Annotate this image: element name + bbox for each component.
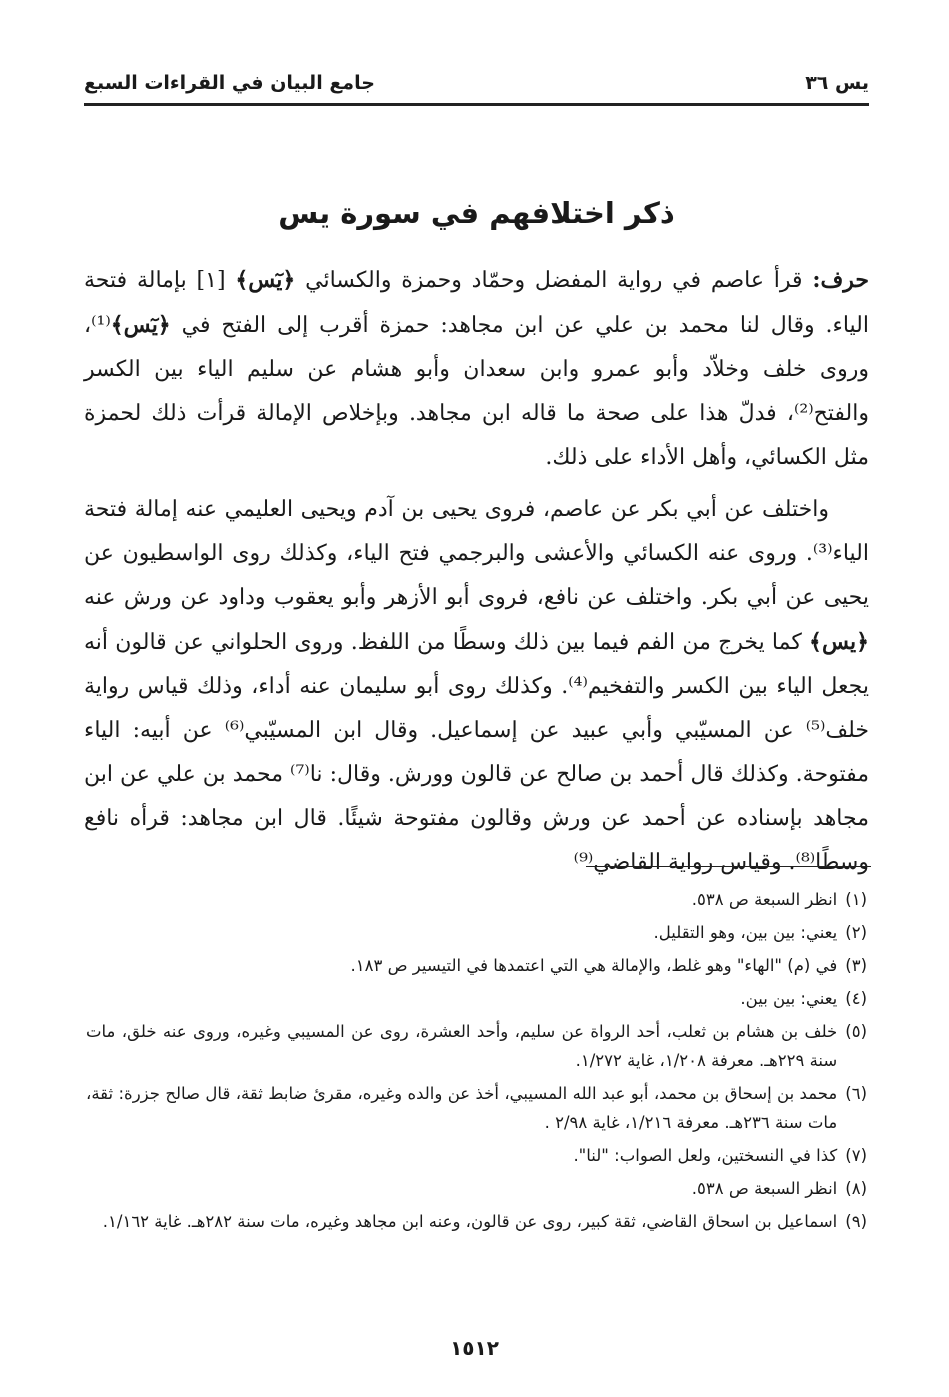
footnote-text: يعني: بين بين، وهو التقليل. xyxy=(653,923,838,942)
header-surah: يس ٣٦ xyxy=(805,72,869,94)
header-rule xyxy=(84,103,869,104)
main-text xyxy=(84,258,869,885)
footnote-item xyxy=(86,918,867,947)
paragraph-text: ⁽¹⁾، وروى خلف وخلاّد وأبو عمرو وابن سعدان وأبو هشام عن سليم الياء بين الكسر والفتح⁽²⁾، فدلّ هذا على صحة ما قاله ابن مجاهد. وبإخلاص الإمالة قرأت ذلك لحمزة مثل الكسائي، وأهل الأداء على ذلك. xyxy=(84,313,869,470)
footnote-number: (٦) xyxy=(845,1084,867,1103)
footnote-item xyxy=(86,1141,867,1170)
paragraph-text: [١] بإمالة فتحة الياء. وقال لنا محمد بن علي عن ابن مجاهد: حمزة أقرب إلى الفتح في xyxy=(84,268,869,338)
footnote-item xyxy=(86,984,867,1013)
footnote-item xyxy=(86,951,867,980)
footnote-rule xyxy=(586,866,871,867)
footnote-item xyxy=(86,885,867,914)
quran-reference: ﴿يٓس﴾ xyxy=(110,312,171,338)
footnote-item xyxy=(86,1017,867,1075)
footnote-text: انظر السبعة ص ٥٣٨. xyxy=(691,1179,838,1198)
paragraph-1 xyxy=(84,258,869,480)
footnotes xyxy=(86,885,867,1240)
paragraph-text: قرأ عاصم في رواية المفضل وحمّاد وحمزة والكسائي xyxy=(295,268,813,293)
footnote-text: انظر السبعة ص ٥٣٨. xyxy=(691,890,838,909)
footnote-number: (٥) xyxy=(845,1022,867,1041)
footnote-item xyxy=(86,1207,867,1236)
footnote-number: (١) xyxy=(845,890,867,909)
paragraph-2 xyxy=(84,488,869,885)
footnote-item xyxy=(86,1079,867,1137)
footnote-number: (٧) xyxy=(845,1146,867,1165)
page-number: ١٥١٢ xyxy=(450,1336,499,1360)
footnote-text: اسماعيل بن اسحاق القاضي، ثقة كبير، روى عن قالون، وعنه ابن مجاهد وغيره، مات سنة ٢٨٢هـ. غاية ١/١٦٢. xyxy=(102,1212,838,1231)
header-book-title: جامع البيان في القراءات السبع xyxy=(84,72,375,94)
footnote-text: في (م) "الهاء" وهو غلط، والإمالة هي التي اعتمدها في التيسير ص ١٨٣. xyxy=(350,956,838,975)
footnote-item xyxy=(86,1174,867,1203)
footnote-text: خلف بن هشام بن ثعلب، أحد الرواة عن سليم، وأحد العشرة، روى عن المسيبي وغيره، وروى عنه خلق، مات سنة ٢٢٩هـ. معرفة ١/٢٠٨، غاية ١/٢٧٢. xyxy=(86,1022,838,1070)
footnote-number: (٩) xyxy=(845,1212,867,1231)
paragraph-text: كما يخرج من الفم فيما بين ذلك وسطًا من اللفظ. وروى الحلواني عن قالون أنه يجعل الياء بين الكسر والتفخيم⁽⁴⁾. وكذلك روى أبو سليمان عنه أداء، وذلك قياس رواية خلف⁽⁵⁾ عن المسيّبي وأبي عبيد عن إسماعيل. وقال ابن المسيّبي⁽⁶⁾ عن أبيه: الياء مفتوحة. وكذلك قال أحمد بن صالح عن قالون وورش. وقال: نا⁽⁷⁾ محمد بن علي عن ابن مجاهد بإسناده عن أحمد عن ورش وقالون مفتوحة شيئًا. قال ابن مجاهد: قرأه نافع وسطًا⁽⁸⁾. وقياس رواية القاضي⁽⁹⁾ xyxy=(84,630,870,875)
footnote-number: (٨) xyxy=(845,1179,867,1198)
paragraph-text: واختلف عن أبي بكر عن عاصم، فروى يحيى بن آدم ويحيى العليمي عنه إمالة فتحة الياء⁽³⁾. وروى عنه الكسائي والأعشى والبرجمي فتح الياء، وكذلك روى الواسطيون عن يحيى عن أبي بكر. واختلف عن نافع، فروى أبو الأزهر وأبو يعقوب وداود عن ورش عنه xyxy=(84,497,869,610)
footnote-number: (٣) xyxy=(845,956,867,975)
quran-reference: ﴿يس﴾ xyxy=(809,629,869,655)
quran-reference: ﴿يٓس﴾ xyxy=(235,267,296,293)
running-header xyxy=(84,66,869,106)
footnote-number: (٢) xyxy=(845,923,867,942)
footnote-text: محمد بن إسحاق بن محمد، أبو عبد الله المسيبي، أخذ عن والده وغيره، مقرئ ضابط ثقة، قال صالح جزرة: ثقة، مات سنة ٢٣٦هـ. معرفة ١/٢١٦، غاية ٢/٩٨ . xyxy=(86,1084,838,1132)
footnote-number: (٤) xyxy=(845,989,867,1008)
chapter-title: ذكر اختلافهم في سورة يس xyxy=(278,196,675,230)
footnote-text: يعني: بين بين. xyxy=(740,989,838,1008)
footnote-text: كذا في النسختين، ولعل الصواب: "لنا". xyxy=(573,1146,838,1165)
paragraph-lead: حرف: xyxy=(812,267,869,293)
